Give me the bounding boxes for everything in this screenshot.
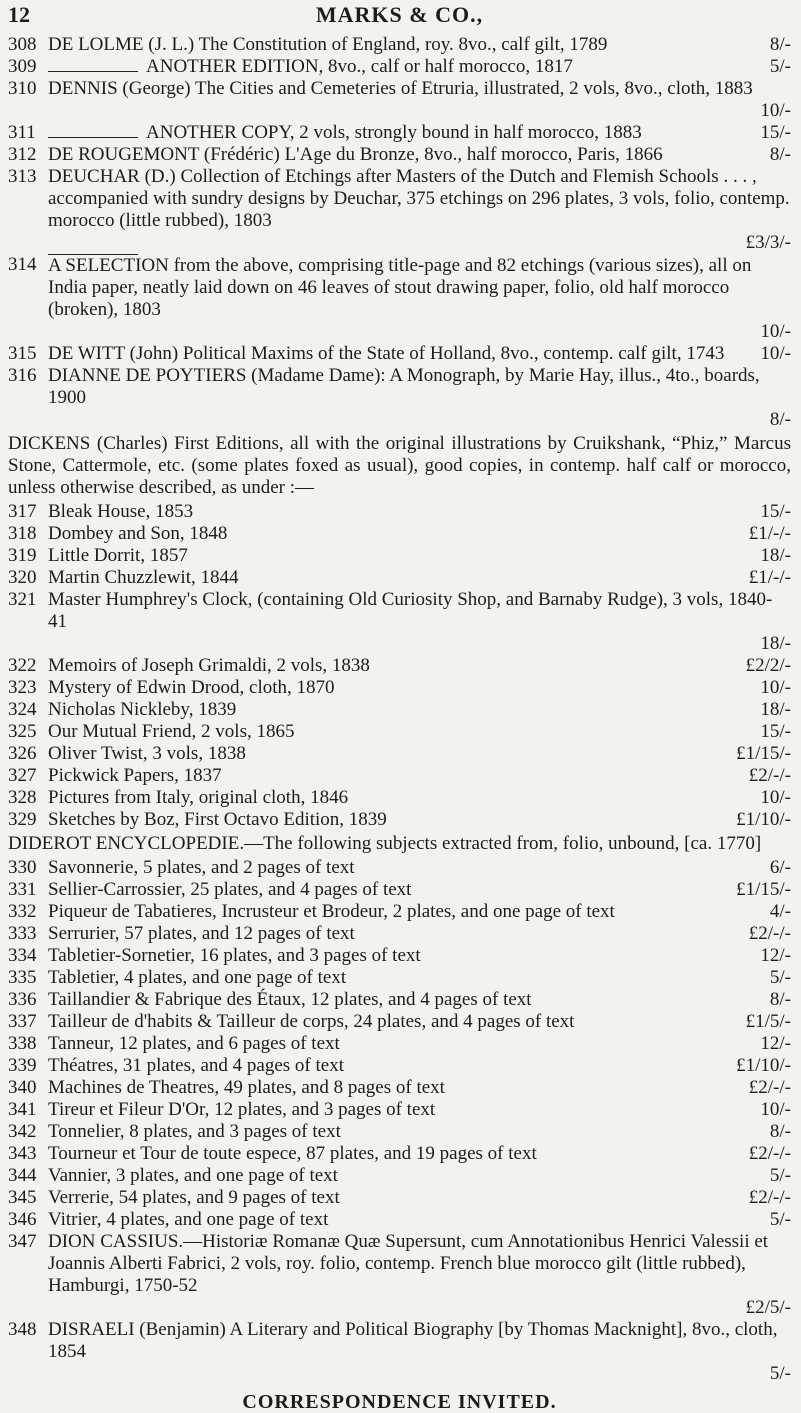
entry-number: 340 (8, 1077, 37, 1098)
entry-description: Nicholas Nickleby, 1839 (48, 699, 237, 720)
entry-price: 8/- (769, 409, 791, 430)
entry-description: Martin Chuzzlewit, 1844 (48, 567, 239, 588)
entry-body (48, 1143, 791, 1165)
entry-price: 10/- (760, 343, 791, 364)
catalogue-entry (8, 545, 791, 567)
entry-number: 320 (8, 567, 37, 588)
entry-description: Pickwick Papers, 1837 (48, 765, 222, 786)
catalogue-entry (8, 989, 791, 1011)
entry-price: £1/5/- (745, 1011, 791, 1032)
catalogue-entry (8, 857, 791, 879)
entries-top (8, 34, 791, 431)
entry-description: Pictures from Italy, original cloth, 1846 (48, 787, 349, 808)
entry-body (48, 343, 791, 365)
entry-price: 10/- (760, 677, 791, 698)
entry-number: 344 (8, 1165, 37, 1186)
entry-price: £2/-/- (748, 1077, 791, 1098)
entry-price: 15/- (760, 122, 791, 143)
entry-number: 335 (8, 967, 37, 988)
entry-number: 322 (8, 655, 37, 676)
entry-text (48, 655, 727, 677)
entry-number: 343 (8, 1143, 37, 1164)
entry-text (48, 144, 727, 166)
entry-number: 334 (8, 945, 37, 966)
entry-description: DION CASSIUS.—Historiæ Romanæ Quæ Supersunt, cum Annotationibus Henrici Valessii et Joannis Alberti Fabrici, 2 vols, roy. folio, contemp. French blue morocco gilt (little rubbed), Hamburgi, 1750-52 (48, 1231, 769, 1296)
entry-body (48, 901, 791, 923)
entry-price: 10/- (760, 100, 791, 121)
entry-price: 15/- (760, 721, 791, 742)
entry-price: £2/-/- (748, 923, 791, 944)
entry-number: 345 (8, 1187, 37, 1208)
entry-body (48, 1165, 791, 1187)
entry-price: £2/-/- (748, 1187, 791, 1208)
catalogue-entry (8, 365, 791, 431)
entry-body (48, 1187, 791, 1209)
entry-price: 10/- (760, 1099, 791, 1120)
catalogue-entry (8, 144, 791, 166)
entry-number: 316 (8, 365, 37, 386)
running-head: MARKS & CO., (315, 2, 484, 27)
entry-description: Dombey and Son, 1848 (48, 523, 228, 544)
entry-description: Sellier-Carrossier, 25 plates, and 4 pages of text (48, 879, 412, 900)
entry-number: 318 (8, 523, 37, 544)
entry-price: 18/- (760, 545, 791, 566)
entry-text (48, 1187, 727, 1209)
entry-number: 337 (8, 1011, 37, 1032)
entry-number: 327 (8, 765, 37, 786)
entry-number: 339 (8, 1055, 37, 1076)
entry-text (48, 945, 727, 967)
catalogue-entry (8, 945, 791, 967)
entries-bottom (8, 1231, 791, 1385)
entry-number: 313 (8, 166, 37, 187)
entry-body (48, 967, 791, 989)
entry-price: 10/- (760, 321, 791, 342)
entry-price: £2/-/- (748, 1143, 791, 1164)
entry-number: 342 (8, 1121, 37, 1142)
entry-number: 323 (8, 677, 37, 698)
entry-description: Little Dorrit, 1857 (48, 545, 188, 566)
entry-price: 8/- (769, 34, 791, 55)
entry-body (48, 699, 791, 721)
page-number: 12 (8, 2, 30, 27)
entry-number: 348 (8, 1319, 37, 1340)
entry-body (48, 365, 791, 431)
entry-price: 18/- (760, 699, 791, 720)
entry-number: 308 (8, 34, 37, 55)
entry-price: 5/- (769, 56, 791, 77)
entry-description: Tailleur de d'habits & Tailleur de corps, 24 plates, and 4 pages of text (48, 1011, 575, 1032)
entry-body (48, 923, 791, 945)
entry-price: £1/-/- (748, 523, 791, 544)
catalogue-entry (8, 1319, 791, 1385)
entry-body (48, 1099, 791, 1121)
entry-text (48, 879, 727, 901)
entry-description: Tireur et Fileur D'Or, 12 plates, and 3 pages of text (48, 1099, 436, 1120)
catalogue-entry (8, 809, 791, 831)
entry-number: 338 (8, 1033, 37, 1054)
entry-description: Taillandier & Fabrique des Étaux, 12 plates, and 4 pages of text (48, 989, 532, 1010)
entry-number: 311 (8, 122, 36, 143)
entry-text (48, 1055, 727, 1077)
catalogue-entry (8, 1143, 791, 1165)
entry-price: 8/- (769, 989, 791, 1010)
entry-description: DIANNE DE POYTIERS (Madame Dame): A Monograph, by Marie Hay, illus., 4to., boards, 1900 (48, 365, 760, 408)
entry-text (48, 1033, 727, 1055)
entry-number: 319 (8, 545, 37, 566)
entry-price: £3/3/- (745, 232, 791, 253)
entry-text (48, 1121, 727, 1143)
entry-text (48, 809, 727, 831)
entry-description: DENNIS (George) The Cities and Cemeteries of Etruria, illustrated, 2 vols, 8vo., cloth, 1883 (48, 78, 753, 99)
entry-text (48, 1231, 791, 1297)
entry-body (48, 787, 791, 809)
entry-number: 310 (8, 78, 37, 99)
entry-description: Bleak House, 1853 (48, 501, 194, 522)
entry-number: 309 (8, 56, 37, 77)
entry-description: Piqueur de Tabatieres, Incrusteur et Brodeur, 2 plates, and one page of text (48, 901, 615, 922)
catalogue-entry (8, 721, 791, 743)
catalogue-entry (8, 254, 791, 343)
entry-text (146, 56, 727, 78)
entry-body (48, 501, 791, 523)
entry-number: 331 (8, 879, 37, 900)
entry-body (48, 743, 791, 765)
entry-description: Our Mutual Friend, 2 vols, 1865 (48, 721, 295, 742)
catalogue-entry (8, 166, 791, 254)
entry-number: 333 (8, 923, 37, 944)
entry-description: Tabletier, 4 plates, and one page of text (48, 967, 347, 988)
entry-description: Mystery of Edwin Drood, cloth, 1870 (48, 677, 335, 698)
entry-price: £2/2/- (745, 655, 791, 676)
entry-text (48, 743, 727, 765)
entry-description: Machines de Theatres, 49 plates, and 8 pages of text (48, 1077, 445, 1098)
entry-price: 6/- (769, 857, 791, 878)
entry-text (48, 787, 727, 809)
entry-text (48, 166, 791, 232)
entry-description: ANOTHER EDITION, 8vo., calf or half morocco, 1817 (146, 56, 573, 77)
entry-text (48, 255, 791, 321)
entry-text (48, 1011, 727, 1033)
entry-price: 5/- (769, 967, 791, 988)
entry-price: 5/- (769, 1209, 791, 1230)
catalogue-entry (8, 1055, 791, 1077)
catalogue-entry (8, 1187, 791, 1209)
entry-price: £1/15/- (736, 879, 791, 900)
footer-note: CORRESPONDENCE INVITED. (242, 1391, 557, 1413)
entry-number: 312 (8, 144, 37, 165)
entry-description: DE LOLME (J. L.) The Constitution of England, roy. 8vo., calf gilt, 1789 (48, 34, 608, 55)
dickens-entries (8, 501, 791, 831)
entry-description: DEUCHAR (D.) Collection of Etchings after Masters of the Dutch and Flemish Schools . . . , accompanied with sundry designs by Deuchar, 375 etchings on 296 plates, 3 vols, folio, contemp. morocco (little rubbed), 1803 (48, 166, 790, 231)
catalogue-entry (8, 655, 791, 677)
entry-price: £1/10/- (736, 1055, 791, 1076)
catalogue-entry (8, 343, 791, 365)
entry-body (48, 857, 791, 879)
entry-text (48, 857, 727, 879)
entry-description: DE WITT (John) Political Maxims of the State of Holland, 8vo., contemp. calf gilt, 1743 (48, 343, 725, 364)
entry-body (48, 34, 791, 56)
dickens-heading: DICKENS (Charles) First Editions, all with the original illustrations by Cruikshank, “Phiz,” Marcus Stone, Cattermole, etc. (some plates foxed as usual), good copies, in contemp. half calf or morocco, unless otherwise described, as under :— (8, 433, 791, 498)
entry-body (48, 567, 791, 589)
entry-number: 329 (8, 809, 37, 830)
catalogue-entry (8, 1011, 791, 1033)
entry-text (48, 78, 791, 100)
entry-description: Tonnelier, 8 plates, and 3 pages of text (48, 1121, 341, 1142)
catalogue-entry (8, 967, 791, 989)
entry-description: Verrerie, 54 plates, and 9 pages of text (48, 1187, 340, 1208)
entry-text (146, 122, 727, 144)
entry-description: ANOTHER COPY, 2 vols, strongly bound in half morocco, 1883 (146, 122, 642, 143)
catalogue-entry (8, 923, 791, 945)
entry-text (48, 34, 727, 56)
entry-text (48, 901, 727, 923)
entry-body (48, 78, 791, 122)
catalogue-entry (8, 1077, 791, 1099)
entry-description: A SELECTION from the above, comprising title-page and 82 etchings (various sizes), all on India paper, neatly laid down on 46 leaves of stout drawing paper, folio, old half morocco (broken), 1803 (48, 255, 752, 320)
entry-text (48, 365, 791, 409)
entry-text (48, 523, 727, 545)
entry-body (48, 1209, 791, 1231)
entry-description: Master Humphrey's Clock, (containing Old Curiosity Shop, and Barnaby Rudge), 3 vols, 1840-41 (48, 589, 773, 632)
diderot-heading: DIDEROT ENCYCLOPEDIE.—The following subjects extracted from, folio, unbound, [ca. 1770] (8, 833, 762, 854)
entry-text (48, 677, 727, 699)
entry-price: £2/-/- (748, 765, 791, 786)
entry-text (48, 967, 727, 989)
entry-description: Oliver Twist, 3 vols, 1838 (48, 743, 246, 764)
entry-number: 314 (8, 254, 37, 275)
entry-body (48, 879, 791, 901)
entry-description: Tourneur et Tour de toute espece, 87 plates, and 19 pages of text (48, 1143, 537, 1164)
entry-price: 18/- (760, 633, 791, 654)
entry-body (48, 1011, 791, 1033)
entry-price: £2/5/- (745, 1297, 791, 1318)
entry-number: 325 (8, 721, 37, 742)
entry-number: 326 (8, 743, 37, 764)
catalogue-entry (8, 78, 791, 122)
entry-text (48, 699, 727, 721)
entry-number: 336 (8, 989, 37, 1010)
entry-text (48, 501, 727, 523)
entry-text (48, 1165, 727, 1187)
entry-description: DE ROUGEMONT (Frédéric) L'Age du Bronze, 8vo., half morocco, Paris, 1866 (48, 144, 663, 165)
entry-text (48, 1099, 727, 1121)
entry-number: 346 (8, 1209, 37, 1230)
entry-text (48, 923, 727, 945)
catalogue-entry (8, 1231, 791, 1319)
entry-body (48, 1319, 791, 1385)
entry-number: 332 (8, 901, 37, 922)
catalogue-entry (8, 879, 791, 901)
ditto-rule (48, 137, 138, 138)
entry-body (48, 1121, 791, 1143)
entry-price: 5/- (769, 1363, 791, 1384)
entry-body (48, 166, 791, 254)
entry-body (48, 589, 791, 655)
entry-number: 328 (8, 787, 37, 808)
catalogue-entry (8, 1121, 791, 1143)
entry-description: Tanneur, 12 plates, and 6 pages of text (48, 1033, 340, 1054)
entry-text (48, 343, 727, 365)
entry-body (48, 56, 791, 78)
catalogue-entry (8, 589, 791, 655)
catalogue-entry (8, 1033, 791, 1055)
entry-text (48, 1319, 791, 1363)
catalogue-entry (8, 567, 791, 589)
entry-number: 321 (8, 589, 37, 610)
entry-number: 324 (8, 699, 37, 720)
entry-text (48, 589, 791, 633)
entry-price: £1/15/- (736, 743, 791, 764)
entry-description: Serrurier, 57 plates, and 12 pages of text (48, 923, 355, 944)
entry-body (48, 945, 791, 967)
entry-number: 347 (8, 1231, 37, 1252)
entry-description: Théatres, 31 plates, and 4 pages of text (48, 1055, 344, 1076)
entry-number: 315 (8, 343, 37, 364)
page-header (8, 4, 791, 34)
catalogue-entry (8, 56, 791, 78)
entry-price: 10/- (760, 787, 791, 808)
entry-text (48, 567, 727, 589)
entry-price: £1/-/- (748, 567, 791, 588)
entry-price: 12/- (760, 1033, 791, 1054)
entry-body (48, 545, 791, 567)
catalogue-entry (8, 1099, 791, 1121)
entry-body (48, 254, 791, 343)
entry-text (48, 721, 727, 743)
entry-body (48, 523, 791, 545)
entry-description: Tabletier-Sornetier, 16 plates, and 3 pages of text (48, 945, 421, 966)
catalogue-entry (8, 1209, 791, 1231)
entry-body (48, 1033, 791, 1055)
entry-price: 12/- (760, 945, 791, 966)
entry-body (48, 1077, 791, 1099)
catalogue-entry (8, 765, 791, 787)
entry-number: 330 (8, 857, 37, 878)
catalogue-entry (8, 1165, 791, 1187)
catalogue-entry (8, 501, 791, 523)
entry-price: 8/- (769, 144, 791, 165)
entry-number: 317 (8, 501, 37, 522)
entry-body (48, 765, 791, 787)
entry-text (48, 989, 727, 1011)
entry-description: DISRAELI (Benjamin) A Literary and Political Biography [by Thomas Macknight], 8vo., cloth, 1854 (48, 1319, 778, 1362)
entry-body (48, 1055, 791, 1077)
entry-body (48, 1231, 791, 1319)
entry-description: Vannier, 3 plates, and one page of text (48, 1165, 338, 1186)
entry-number: 341 (8, 1099, 37, 1120)
entry-price: £1/10/- (736, 809, 791, 830)
entry-body (48, 721, 791, 743)
catalogue-entry (8, 523, 791, 545)
catalogue-entry (8, 699, 791, 721)
entry-body (48, 655, 791, 677)
catalogue-entry (8, 901, 791, 923)
entry-text (48, 1077, 727, 1099)
entry-text (48, 765, 727, 787)
entry-text (48, 545, 727, 567)
diderot-entries (8, 857, 791, 1231)
entry-body (48, 144, 791, 166)
entry-description: Savonnerie, 5 plates, and 2 pages of text (48, 857, 355, 878)
entry-body (48, 809, 791, 831)
catalogue-entry (8, 677, 791, 699)
catalogue-entry (8, 122, 791, 144)
entry-description: Vitrier, 4 plates, and one page of text (48, 1209, 329, 1230)
catalogue-entry (8, 743, 791, 765)
catalogue-entry (8, 787, 791, 809)
entry-price: 4/- (769, 901, 791, 922)
entry-description: Sketches by Boz, First Octavo Edition, 1839 (48, 809, 387, 830)
entry-price: 15/- (760, 501, 791, 522)
entry-price: 8/- (769, 1121, 791, 1142)
entry-body (48, 122, 791, 144)
catalogue-entry (8, 34, 791, 56)
entry-price: 5/- (769, 1165, 791, 1186)
entry-description: Memoirs of Joseph Grimaldi, 2 vols, 1838 (48, 655, 370, 676)
entry-text (48, 1143, 727, 1165)
entry-body (48, 677, 791, 699)
entry-text (48, 1209, 727, 1231)
ditto-rule (48, 71, 138, 72)
entry-body (48, 989, 791, 1011)
